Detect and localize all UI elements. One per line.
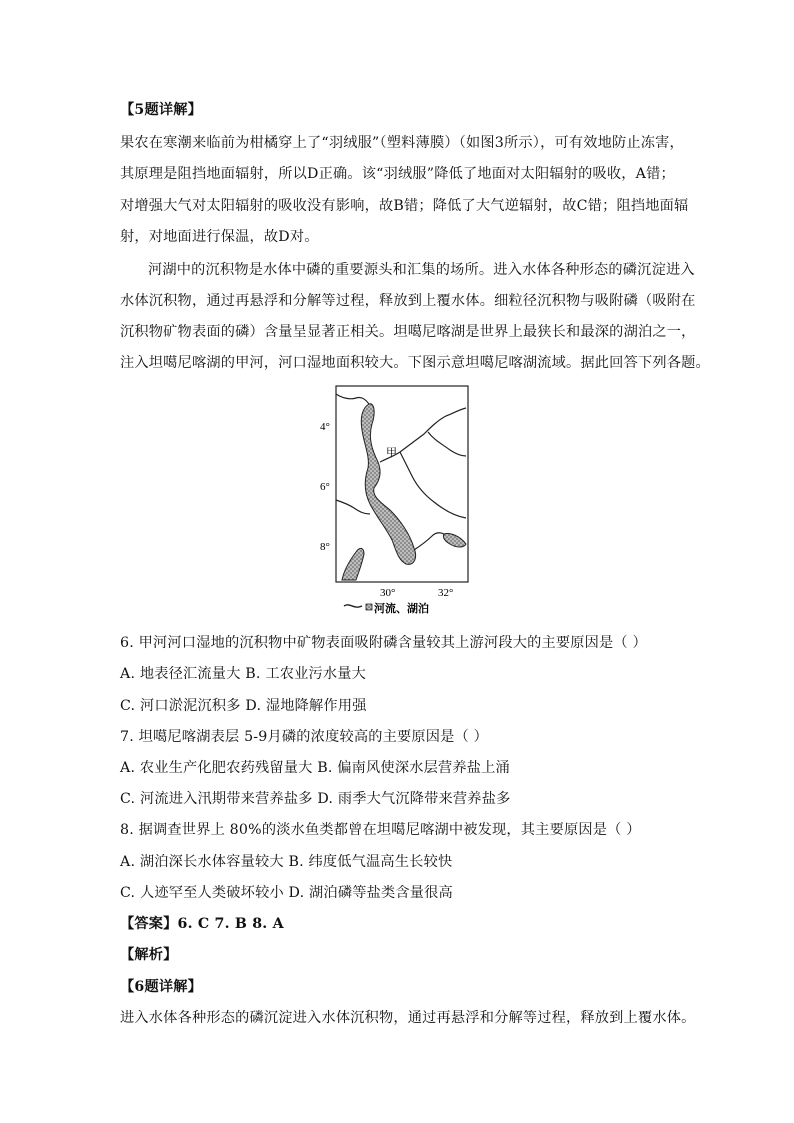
q8-options-row2: C. 人迹罕至人类破坏较小 D. 湖泊磷等盐类含量很高 <box>120 885 453 901</box>
point-jia-label: 甲 <box>386 446 397 459</box>
lake-tanganyika-map <box>320 384 470 624</box>
section5-line-1: 果农在寒潮来临前为柑橘穿上了“羽绒服”（塑料薄膜）（如图3所示），可有效地防止冻害， <box>120 135 684 151</box>
passage-line-2: 水体沉积物，通过再悬浮和分解等过程，释放到上覆水体。细粒径沉积物与吸附磷（吸附在 <box>120 293 696 309</box>
q7-options-row1: A. 农业生产化肥农药残留量大 B. 偏南风使深水层营养盐上涌 <box>120 760 510 776</box>
lat-label-6: 6° <box>320 481 330 493</box>
q8-options-row1: A. 湖泊深长水体容量较大 B. 纬度低气温高生长较快 <box>120 854 453 870</box>
section6-line-1: 进入水体各种形态的磷沉淀进入水体沉积物，通过再悬浮和分解等过程，释放到上覆水体。 <box>120 1010 696 1026</box>
lat-label-8: 8° <box>320 541 330 553</box>
section5-heading: 【5题详解】 <box>120 102 203 118</box>
answer-line: 【答案】6. C 7. B 8. A <box>120 916 284 932</box>
q6-stem: 6. 甲河河口湿地的沉积物中矿物表面吸附磷含量较其上游河段大的主要原因是（ ） <box>120 635 647 651</box>
q6-options-row1: A. 地表径汇流量大 B. 工农业污水量大 <box>120 666 367 682</box>
passage-line-4: 注入坦噶尼喀湖的甲河，河口湿地面积较大。下图示意坦噶尼喀湖流域。据此回答下列各题。 <box>120 355 710 371</box>
q6-options-row2: C. 河口淤泥沉积多 D. 湿地降解作用强 <box>120 698 367 714</box>
q8-stem: 8. 据调查世界上 80%的淡水鱼类都曾在坦噶尼喀湖中被发现，其主要原因是（ ） <box>120 822 641 838</box>
legend-river-icon <box>344 605 362 607</box>
lon-label-32: 32° <box>438 587 454 599</box>
section5-line-2: 其原理是阻挡地面辐射，所以D正确。该“羽绒服”降低了地面对太阳辐射的吸收，A错； <box>120 166 675 182</box>
lon-label-30: 30° <box>380 587 396 599</box>
passage-line-1: 河湖中的沉积物是水体中磷的重要源头和汇集的场所。进入水体各种形态的磷沉淀进入 <box>148 262 695 278</box>
lat-label-4: 4° <box>320 421 330 433</box>
section5-line-3: 对增强大气对太阳辐射的吸收没有影响，故B错；降低了大气逆辐射，故C错；阻挡地面辐 <box>120 198 689 214</box>
section6-heading: 【6题详解】 <box>120 979 203 995</box>
analysis-heading: 【解析】 <box>120 947 178 963</box>
q7-options-row2: C. 河流进入汛期带来营养盐多 D. 雨季大气沉降带来营养盐多 <box>120 791 511 807</box>
passage-line-3: 沉积物矿物表面的磷）含量呈显著正相关。坦噶尼喀湖是世界上最狭长和最深的湖泊之一， <box>120 324 696 340</box>
q7-stem: 7. 坦噶尼喀湖表层 5-9月磷的浓度较高的主要原因是（ ） <box>120 729 489 745</box>
legend-lake-icon <box>366 604 372 610</box>
section5-line-4: 射，对地面进行保温，故D对。 <box>120 229 319 245</box>
legend-label: 河流、湖泊 <box>374 602 429 615</box>
